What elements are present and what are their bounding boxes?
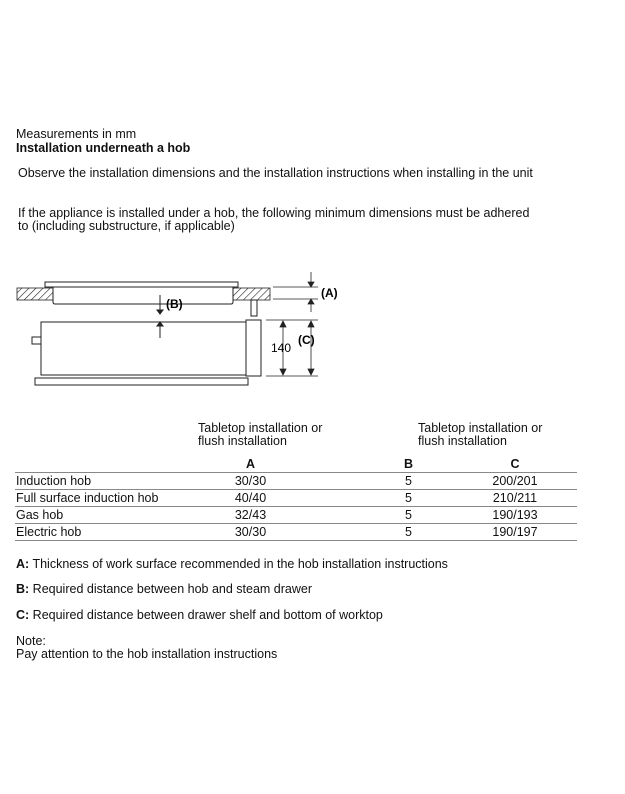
row-a: 30/30: [198, 524, 303, 541]
row-b: 5: [303, 473, 453, 490]
row-a: 32/43: [198, 507, 303, 524]
note-text: Pay attention to the hob installation instructions: [16, 647, 278, 661]
row-b: 5: [303, 524, 453, 541]
legend-a-text: Thickness of work surface recommended in the hob installation instructions: [29, 557, 448, 571]
note-label: Note:: [16, 634, 46, 648]
group-left-heading-line1: Tabletop installation or: [198, 421, 323, 435]
label-b: (B): [166, 297, 183, 311]
legend-c-key: C:: [16, 608, 30, 622]
table-header-row: [15, 456, 577, 473]
installation-diagram: [0, 260, 625, 400]
dimension-b: [157, 295, 163, 338]
worktop-left: [17, 288, 53, 300]
legend-a-key: A:: [16, 557, 30, 571]
min-dims-line1: If the appliance is installed under a hob, the following minimum dimensions must be adhered: [18, 206, 530, 220]
row-c: 200/201: [453, 473, 577, 490]
section-title: Installation underneath a hob: [16, 141, 191, 155]
row-name: Induction hob: [15, 473, 198, 490]
table-row: [15, 490, 577, 507]
row-name: Electric hob: [15, 524, 198, 541]
hob: [45, 282, 238, 304]
row-a: 30/30: [198, 473, 303, 490]
row-b: 5: [303, 490, 453, 507]
header-b: B: [403, 457, 413, 471]
row-a: 40/40: [198, 490, 303, 507]
legend-b-key: B:: [16, 582, 30, 596]
observe-text: Observe the installation dimensions and the installation instructions when installing in the unit: [18, 166, 533, 180]
table-row: [15, 507, 577, 524]
row-c: 190/193: [453, 507, 577, 524]
row-c: 210/211: [453, 490, 577, 507]
label-c: (C): [298, 333, 315, 347]
group-left-heading-line2: flush installation: [198, 434, 287, 448]
min-dims-line2: to (including substructure, if applicable): [18, 219, 235, 233]
units-note: Measurements in mm: [16, 127, 137, 141]
legend-a: [16, 557, 448, 571]
legend-b-text: Required distance between hob and steam drawer: [29, 582, 313, 596]
table-row: [15, 473, 577, 490]
legend-c: [16, 608, 383, 622]
group-right-heading-line2: flush installation: [418, 434, 507, 448]
header-empty: [15, 456, 198, 473]
steam-drawer: [32, 320, 261, 385]
row-c: 190/197: [453, 524, 577, 541]
label-a: (A): [321, 286, 338, 300]
dimension-a: [273, 272, 318, 312]
header-a: A: [245, 457, 256, 471]
installation-dimensions-table: [15, 456, 577, 541]
worktop-right: [233, 288, 270, 300]
row-name: Full surface induction hob: [15, 490, 198, 507]
legend-c-text: Required distance between drawer shelf and bottom of worktop: [29, 608, 383, 622]
header-c: C: [510, 457, 520, 471]
dimension-140-label: 140: [271, 341, 292, 355]
row-name: Gas hob: [15, 507, 198, 524]
table-row: [15, 524, 577, 541]
worktop-bracket: [251, 300, 257, 316]
group-right-heading-line1: Tabletop installation or: [418, 421, 543, 435]
row-b: 5: [303, 507, 453, 524]
legend-b: [16, 582, 312, 596]
